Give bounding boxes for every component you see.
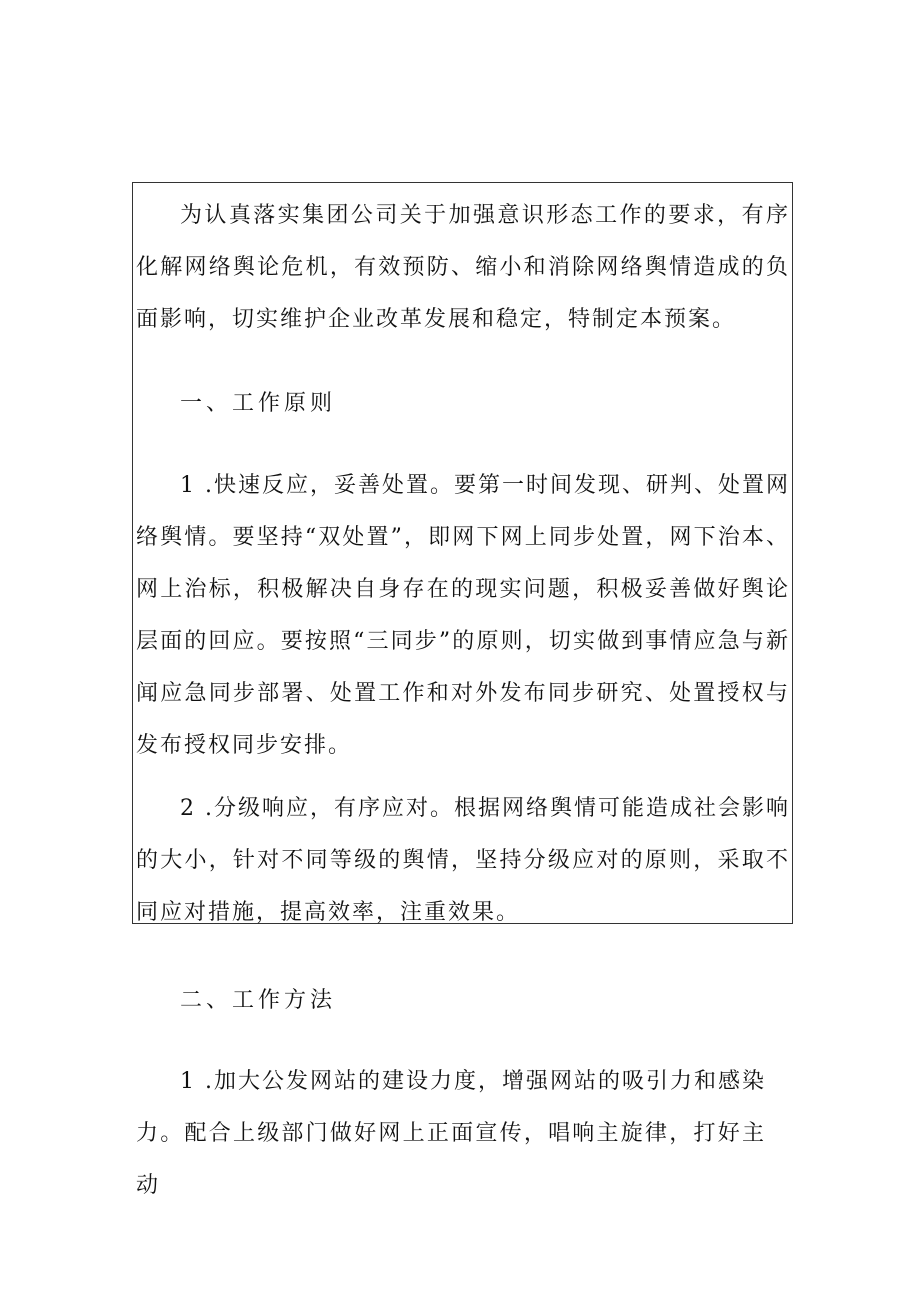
intro-paragraph: 为认真落实集团公司关于加强意识形态工作的要求，有序化解网络舆论危机，有效预防、缩小和消除网络舆情造成的负面影响，切实维护企业改革发展和稳定，特制定本预案。: [136, 203, 790, 332]
principle-item-1: 1 .快速反应，妥善处置。要第一时间发现、研判、处置网络舆情。要坚持“双处置”，即网下网上同步处置，网下治本、网上治标，积极解决自身存在的现实问题，积极妥善做好舆论层面的回应。要按照“三同步”的原则，切实做到事情应急与新闻应急同步部署、处置工作和对外发布同步研究、处置授权与发布授权同步安排。: [136, 473, 790, 758]
principle-item-2: 2 .分级响应，有序应对。根据网络舆情可能造成社会影响的大小，针对不同等级的舆情，坚持分级应对的原则，采取不同应对措施，提高效率，注重效果。: [136, 796, 790, 925]
method-item-1: 1 .加大公发网站的建设力度，增强网站的吸引力和感染力。配合上级部门做好网上正面宣传，唱响主旋律，打好主动: [136, 1069, 766, 1198]
section-heading-principles: 一、工作原则: [180, 391, 337, 416]
section-heading-methods: 二、工作方法: [180, 988, 337, 1013]
